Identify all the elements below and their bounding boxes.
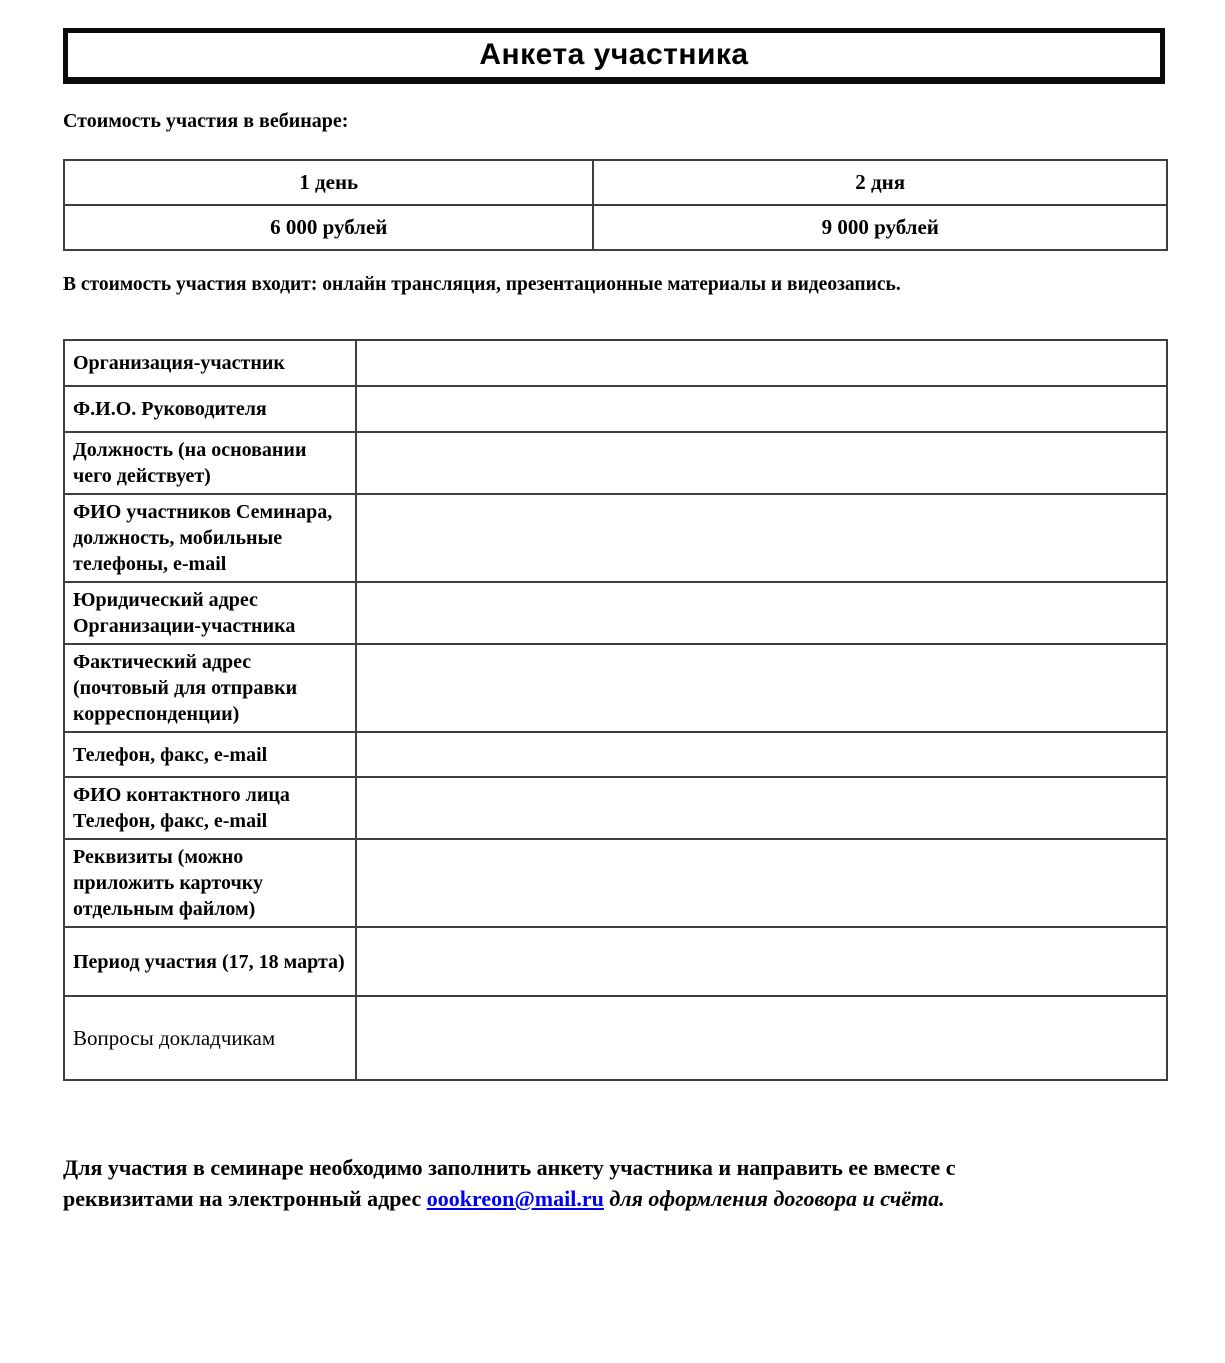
form-input-legal-address[interactable] — [356, 582, 1167, 644]
form-row-position — [64, 432, 1167, 494]
form-label-participants: ФИО участников Семинара, должность, мобильные телефоны, e-mail — [64, 494, 356, 582]
form-label-participation-period: Период участия (17, 18 марта) — [64, 927, 356, 996]
pricing-table — [63, 159, 1168, 251]
pricing-header-2-days: 2 дня — [593, 160, 1167, 205]
form-row-participation-period — [64, 927, 1167, 996]
form-row-speaker-questions — [64, 996, 1167, 1080]
form-input-actual-address[interactable] — [356, 644, 1167, 732]
form-label-director-name: Ф.И.О. Руководителя — [64, 386, 356, 432]
form-label-actual-address: Фактический адрес (почтовый для отправки корреспонденции) — [64, 644, 356, 732]
footer-text-before-link: Для участия в семинаре необходимо заполнить анкету участника и направить ее вместе с реквизитами на электронный адрес — [63, 1155, 956, 1211]
form-label-contact-person: ФИО контактного лица Телефон, факс, e-mail — [64, 777, 356, 839]
form-input-participants[interactable] — [356, 494, 1167, 582]
form-input-participation-period[interactable] — [356, 927, 1167, 996]
form-row-organization — [64, 340, 1167, 386]
email-link[interactable]: oookreon@mail.ru — [426, 1186, 604, 1211]
form-input-phone-fax-email[interactable] — [356, 732, 1167, 777]
title-box — [63, 28, 1165, 84]
form-input-position[interactable] — [356, 432, 1167, 494]
footer-text-after-link: для оформления договора и счёта. — [603, 1186, 945, 1211]
form-label-phone-fax-email: Телефон, факс, e-mail — [64, 732, 356, 777]
form-input-requisites[interactable] — [356, 839, 1167, 927]
form-row-participants — [64, 494, 1167, 582]
page-title: Анкета участника — [479, 38, 749, 71]
form-row-director-name — [64, 386, 1167, 432]
form-label-organization: Организация-участник — [64, 340, 356, 386]
participant-form-table — [63, 339, 1168, 1081]
pricing-value-row — [64, 205, 1167, 250]
form-label-speaker-questions: Вопросы докладчикам — [64, 996, 356, 1080]
form-input-contact-person[interactable] — [356, 777, 1167, 839]
cost-heading: Стоимость участия в вебинаре: — [63, 110, 349, 132]
form-input-director-name[interactable] — [356, 386, 1167, 432]
pricing-value-1-day: 6 000 рублей — [64, 205, 593, 250]
form-label-requisites: Реквизиты (можно приложить карточку отдельным файлом) — [64, 839, 356, 927]
form-input-organization[interactable] — [356, 340, 1167, 386]
includes-note: В стоимость участия входит: онлайн трансляция, презентационные материалы и видеозапись. — [63, 274, 901, 295]
form-row-contact-person — [64, 777, 1167, 839]
form-row-actual-address — [64, 644, 1167, 732]
form-input-speaker-questions[interactable] — [356, 996, 1167, 1080]
pricing-header-1-day: 1 день — [64, 160, 593, 205]
form-row-requisites — [64, 839, 1167, 927]
form-label-position: Должность (на основании чего действует) — [64, 432, 356, 494]
form-row-legal-address — [64, 582, 1167, 644]
form-label-legal-address: Юридический адрес Организации-участника — [64, 582, 356, 644]
pricing-value-2-days: 9 000 рублей — [593, 205, 1167, 250]
form-row-phone-fax-email — [64, 732, 1167, 777]
pricing-header-row — [64, 160, 1167, 205]
footer-note — [63, 1152, 1081, 1214]
